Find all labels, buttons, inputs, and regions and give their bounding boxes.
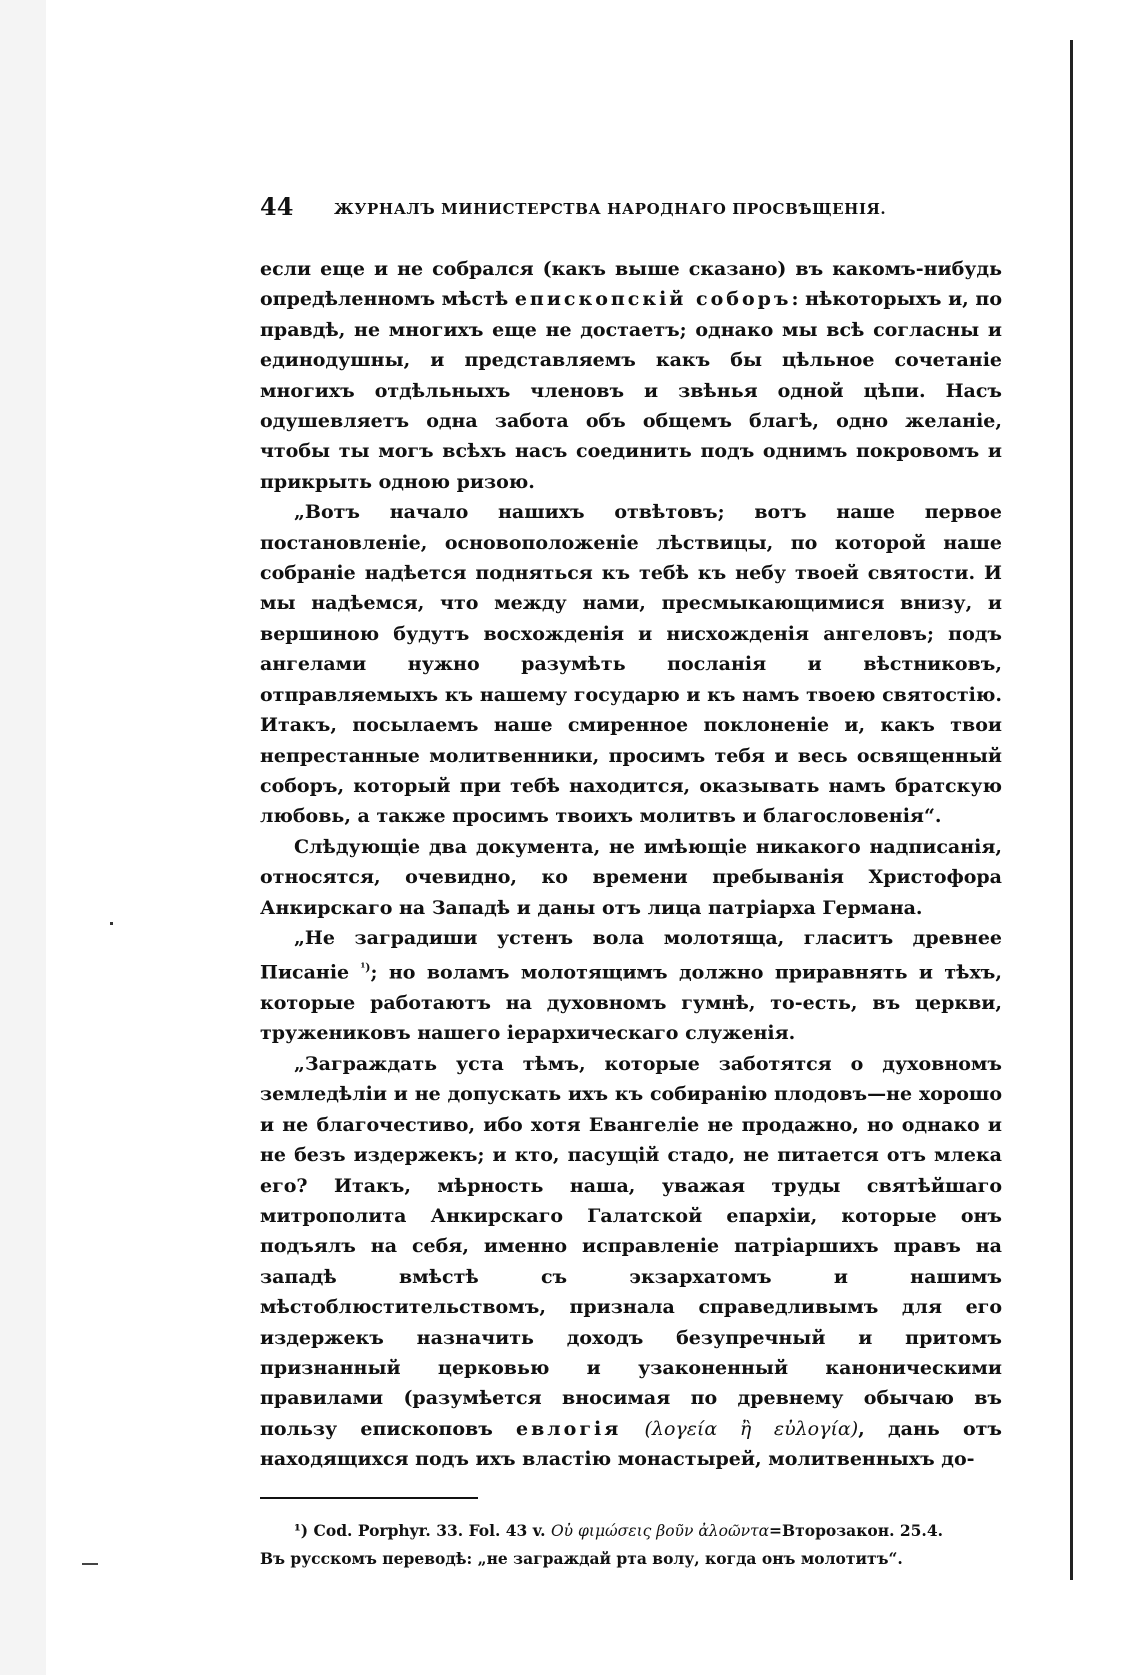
- paragraph-5: [260, 1049, 1002, 1475]
- paragraph-4-text-b: ; но воламъ молотящимъ должно приравнять и тѣхъ, которые работаютъ на духовномъ гумнѣ, то-есть, въ церкви, тружениковъ нашего іерархическаго служенія.: [260, 961, 1002, 1045]
- footnote-line-1: [260, 1517, 1002, 1545]
- paragraph-2: „Вотъ начало нашихъ отвѣтовъ; вотъ наше первое постановленіе, основоположеніе лѣствицы, по которой наше собраніе надѣется подняться къ тебѣ къ небу твоей святости. И мы надѣемся, что между нами, пресмыкающимися внизу, и вершиною будутъ восхожденія и нисхожденія ангеловъ; подъ ангелами нужно разумѣть посланія и вѣстниковъ, отправляемыхъ къ нашему государю и къ намъ твоею святостію. Итакъ, посылаемъ наше смиренное поклоненіе и, какъ твои непрестанные молитвенники, просимъ тебя и весь освященный соборъ, который при тебѣ находится, оказывать намъ братскую любовь, а также просимъ твоихъ молитвъ и благословенія“.: [260, 501, 1002, 828]
- page-header: [260, 192, 1002, 228]
- paragraph-4-text-a: „Не заградиши устенъ вола молотяща, гласитъ древнее Писаніе: [260, 926, 1002, 984]
- paragraph-1-text-a: если еще и не собрался (какъ выше сказано) въ какомъ-нибудь опредѣленномъ мѣстѣ: [260, 258, 1002, 311]
- paragraph-4: [260, 923, 1002, 1049]
- paragraph-1-text-b: : нѣкоторыхъ и, по правдѣ, не многихъ еще не достаетъ; однако мы всѣ согласны и единодушны, и представляемъ какъ бы цѣльное сочетаніе многихъ отдѣльныхъ членовъ и звѣнья одной цѣпи. Насъ одушевляетъ одна забота объ общемъ благѣ, одно желаніе, чтобы ты могъ всѣхъ насъ соединить подъ однимъ покровомъ и прикрыть одною ризою.: [260, 288, 1003, 493]
- paragraph-5-text-b: , дань отъ находящихся подъ ихъ властію монастырей, молитвенныхъ до-: [260, 1417, 1002, 1471]
- paragraph-1: [260, 254, 1002, 497]
- stray-dot: [110, 922, 113, 925]
- paragraph-3: Слѣдующіе два документа, не имѣющіе никакого надписанія, относятся, очевидно, ко времени пребыванія Христофора Анкирскаго на Западѣ и даны отъ лица патріарха Германа.: [260, 835, 1002, 919]
- page-number: 44: [260, 192, 294, 221]
- footnote-divider: [260, 1497, 478, 1499]
- spaced-term-sobor: епископскій соборъ: [514, 288, 792, 311]
- footnote-reference: =Второзакон. 25.4.: [769, 1520, 944, 1540]
- body-text: [260, 254, 1002, 1475]
- stray-mark: [82, 1563, 98, 1565]
- footnote-citation: ¹) Cod. Porphyr. 33. Fol. 43 v.: [294, 1520, 551, 1540]
- scan-margin: [0, 0, 46, 1675]
- footnote-marker: ¹): [360, 961, 371, 975]
- paragraph-5-text-a: „Заграждать уста тѣмъ, которые заботятся о духовномъ земледѣліи и не допускать ихъ къ собиранію плодовъ—не хорошо и не благочестиво, ибо хотя Евангеліе не продажно, но однако и не безъ издержекъ; и кто, пасущій стадо, не питается отъ млека его? Итакъ, мѣрность наша, уважая труды святѣйшаго митрополита Анкирскаго Галатской епархіи, которые онъ подъялъ на себя, именно исправленіе патріаршихъ правъ на западѣ вмѣстѣ съ экзархатомъ и нашимъ мѣстоблюстительствомъ, признала справедливымъ для его издержекъ назначить доходъ безупречный и притомъ признанный церковью и узаконенный каноническими правилами (разумѣется вносимая по древнему обычаю въ пользу епископовъ: [260, 1052, 1002, 1440]
- binding-line: [1070, 40, 1073, 1580]
- page: [260, 192, 1003, 1572]
- footnotes: [260, 1517, 1002, 1572]
- footnote-line-2: Въ русскомъ переводѣ: „не заграждай рта волу, когда онъ молотитъ“.: [260, 1548, 903, 1568]
- running-head: ЖУРНАЛЪ МИНИСТЕРСТВА НАРОДНАГО ПРОСВѢЩЕНІЯ.: [334, 200, 887, 218]
- greek-gloss: (λογεία ἢ εὐλογία): [644, 1417, 859, 1440]
- spaced-term-evlogia: евлогія: [516, 1417, 622, 1440]
- footnote-greek: Οὐ φιμώσεις βοῦν ἀλοῶντα: [550, 1521, 770, 1540]
